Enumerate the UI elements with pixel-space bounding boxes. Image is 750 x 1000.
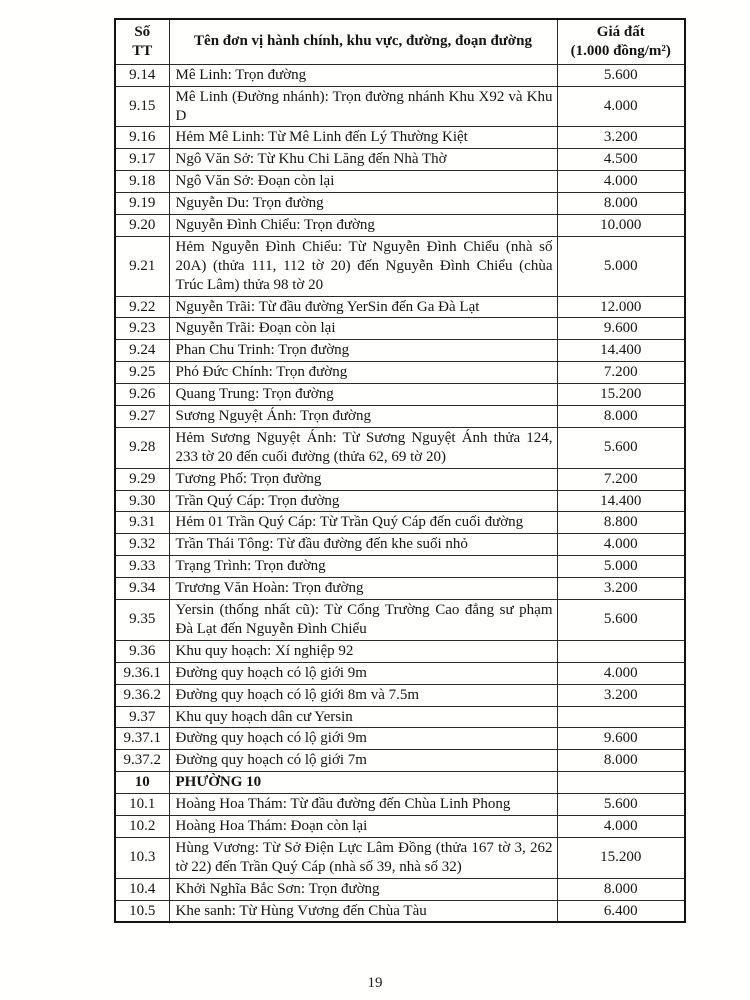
row-name-cell: Sương Nguyệt Ánh: Trọn đường bbox=[169, 406, 557, 428]
row-price-cell: 8.000 bbox=[557, 750, 685, 772]
row-name-cell: Phó Đức Chính: Trọn đường bbox=[169, 362, 557, 384]
table-row bbox=[115, 878, 685, 900]
row-price-cell: 14.400 bbox=[557, 490, 685, 512]
row-price-cell bbox=[557, 706, 685, 728]
table-row bbox=[115, 318, 685, 340]
header-row bbox=[115, 19, 685, 64]
header-so-tt-line1: Số bbox=[134, 24, 151, 40]
row-id-cell: 9.24 bbox=[115, 340, 169, 362]
row-name-cell: Nguyễn Du: Trọn đường bbox=[169, 193, 557, 215]
row-id-cell: 9.20 bbox=[115, 215, 169, 237]
table-row bbox=[115, 362, 685, 384]
row-id-cell: 9.33 bbox=[115, 556, 169, 578]
row-price-cell: 8.800 bbox=[557, 512, 685, 534]
table-row bbox=[115, 384, 685, 406]
page-number: 19 bbox=[367, 975, 383, 991]
row-id-cell: 9.35 bbox=[115, 600, 169, 641]
row-name-cell: Đường quy hoạch có lộ giới 9m bbox=[169, 662, 557, 684]
row-name-cell: Đường quy hoạch có lộ giới 8m và 7.5m bbox=[169, 684, 557, 706]
row-name-cell: Trần Quý Cáp: Trọn đường bbox=[169, 490, 557, 512]
row-name-cell: Hùng Vương: Từ Sở Điện Lực Lâm Đồng (thửa 167 tờ 3, 262 tờ 22) đến Trần Quý Cáp (nhà số 39, nhà số 32) bbox=[169, 837, 557, 878]
row-price-cell: 4.000 bbox=[557, 171, 685, 193]
row-name-cell: Đường quy hoạch có lộ giới 9m bbox=[169, 728, 557, 750]
table-row bbox=[115, 468, 685, 490]
table-row bbox=[115, 900, 685, 922]
row-id-cell: 9.22 bbox=[115, 296, 169, 318]
table-row bbox=[115, 640, 685, 662]
table-row bbox=[115, 750, 685, 772]
row-name-cell: Trương Văn Hoàn: Trọn đường bbox=[169, 578, 557, 600]
row-name-cell: Yersin (thống nhất cũ): Từ Cổng Trường Cao đẳng sư phạm Đà Lạt đến Nguyễn Đình Chiểu bbox=[169, 600, 557, 641]
row-name-cell: Nguyễn Trãi: Từ đầu đường YerSin đến Ga Đà Lạt bbox=[169, 296, 557, 318]
row-id-cell: 10.2 bbox=[115, 815, 169, 837]
row-id-cell: 9.14 bbox=[115, 64, 169, 86]
table-row bbox=[115, 684, 685, 706]
row-price-cell: 15.200 bbox=[557, 384, 685, 406]
row-price-cell: 9.600 bbox=[557, 728, 685, 750]
table-row bbox=[115, 815, 685, 837]
row-price-cell: 9.600 bbox=[557, 318, 685, 340]
row-id-cell: 9.37.1 bbox=[115, 728, 169, 750]
row-price-cell: 5.600 bbox=[557, 64, 685, 86]
row-id-cell: 9.15 bbox=[115, 86, 169, 127]
row-name-cell: Khởi Nghĩa Bắc Sơn: Trọn đường bbox=[169, 878, 557, 900]
table-row bbox=[115, 490, 685, 512]
row-id-cell: 9.16 bbox=[115, 127, 169, 149]
row-price-cell: 3.200 bbox=[557, 578, 685, 600]
row-id-cell: 9.29 bbox=[115, 468, 169, 490]
row-name-cell: Ngô Văn Sở: Từ Khu Chi Lăng đến Nhà Thờ bbox=[169, 149, 557, 171]
table-row bbox=[115, 662, 685, 684]
row-name-cell: Đường quy hoạch có lộ giới 7m bbox=[169, 750, 557, 772]
row-id-cell: 9.23 bbox=[115, 318, 169, 340]
row-price-cell: 6.400 bbox=[557, 900, 685, 922]
table-row bbox=[115, 171, 685, 193]
table-row bbox=[115, 406, 685, 428]
row-name-cell: Trần Thái Tông: Từ đầu đường đến khe suối nhỏ bbox=[169, 534, 557, 556]
row-price-cell: 12.000 bbox=[557, 296, 685, 318]
table-row bbox=[115, 837, 685, 878]
row-price-cell: 3.200 bbox=[557, 127, 685, 149]
row-name-cell: Ngô Văn Sở: Đoạn còn lại bbox=[169, 171, 557, 193]
row-name-cell: Phan Chu Trinh: Trọn đường bbox=[169, 340, 557, 362]
table-row bbox=[115, 706, 685, 728]
row-name-cell: PHƯỜNG 10 bbox=[169, 772, 557, 794]
header-so-tt bbox=[115, 19, 169, 64]
table-row bbox=[115, 556, 685, 578]
header-ten-don-vi: Tên đơn vị hành chính, khu vực, đường, đoạn đường bbox=[169, 19, 557, 64]
row-price-cell: 10.000 bbox=[557, 215, 685, 237]
table-row bbox=[115, 149, 685, 171]
row-name-cell: Nguyễn Trãi: Đoạn còn lại bbox=[169, 318, 557, 340]
row-price-cell bbox=[557, 772, 685, 794]
row-id-cell: 9.27 bbox=[115, 406, 169, 428]
row-name-cell: Hẻm Nguyễn Đình Chiểu: Từ Nguyễn Đình Chiểu (nhà số 20A) (thửa 111, 112 tờ 20) đến Nguyễn Đình Chiểu (chùa Trúc Lâm) thửa 98 tờ 20 bbox=[169, 236, 557, 296]
row-name-cell: Hẻm Sương Nguyệt Ánh: Từ Sương Nguyệt Ánh thửa 124, 233 tờ 20 đến cuối đường (thửa 62, 69 tờ 20) bbox=[169, 427, 557, 468]
row-id-cell: 10.5 bbox=[115, 900, 169, 922]
row-price-cell bbox=[557, 640, 685, 662]
row-price-cell: 8.000 bbox=[557, 193, 685, 215]
land-price-table bbox=[114, 18, 686, 923]
row-price-cell: 4.000 bbox=[557, 86, 685, 127]
row-price-cell: 14.400 bbox=[557, 340, 685, 362]
row-id-cell: 9.21 bbox=[115, 236, 169, 296]
header-gia-dat-line2: (1.000 đồng/m²) bbox=[570, 42, 671, 59]
table-row bbox=[115, 236, 685, 296]
row-id-cell: 9.18 bbox=[115, 171, 169, 193]
row-name-cell: Hẻm Mê Linh: Từ Mê Linh đến Lý Thường Kiệt bbox=[169, 127, 557, 149]
table-row bbox=[115, 534, 685, 556]
header-gia-dat-line1: Giá đất bbox=[596, 24, 645, 40]
row-id-cell: 9.28 bbox=[115, 427, 169, 468]
table-row bbox=[115, 794, 685, 816]
row-price-cell: 5.600 bbox=[557, 600, 685, 641]
row-id-cell: 9.36.2 bbox=[115, 684, 169, 706]
table-row bbox=[115, 340, 685, 362]
row-name-cell: Hoàng Hoa Thám: Đoạn còn lại bbox=[169, 815, 557, 837]
row-id-cell: 9.34 bbox=[115, 578, 169, 600]
row-price-cell: 8.000 bbox=[557, 406, 685, 428]
row-id-cell: 9.19 bbox=[115, 193, 169, 215]
row-price-cell: 4.000 bbox=[557, 815, 685, 837]
row-name-cell: Trạng Trình: Trọn đường bbox=[169, 556, 557, 578]
table-row bbox=[115, 193, 685, 215]
table-row bbox=[115, 728, 685, 750]
row-id-cell: 9.36 bbox=[115, 640, 169, 662]
row-price-cell: 15.200 bbox=[557, 837, 685, 878]
row-price-cell: 7.200 bbox=[557, 362, 685, 384]
row-price-cell: 5.600 bbox=[557, 794, 685, 816]
table-row bbox=[115, 512, 685, 534]
row-name-cell: Hoàng Hoa Thám: Từ đầu đường đến Chùa Linh Phong bbox=[169, 794, 557, 816]
row-id-cell: 10.4 bbox=[115, 878, 169, 900]
row-name-cell: Mê Linh (Đường nhánh): Trọn đường nhánh Khu X92 và Khu D bbox=[169, 86, 557, 127]
row-price-cell: 8.000 bbox=[557, 878, 685, 900]
table-row bbox=[115, 215, 685, 237]
row-id-cell: 10 bbox=[115, 772, 169, 794]
table-row bbox=[115, 578, 685, 600]
row-id-cell: 9.26 bbox=[115, 384, 169, 406]
header-so-tt-line2: TT bbox=[132, 42, 153, 59]
row-id-cell: 10.1 bbox=[115, 794, 169, 816]
row-name-cell: Tương Phố: Trọn đường bbox=[169, 468, 557, 490]
row-name-cell: Mê Linh: Trọn đường bbox=[169, 64, 557, 86]
row-price-cell: 4.500 bbox=[557, 149, 685, 171]
row-name-cell: Khe sanh: Từ Hùng Vương đến Chùa Tàu bbox=[169, 900, 557, 922]
row-price-cell: 7.200 bbox=[557, 468, 685, 490]
table-row bbox=[115, 296, 685, 318]
row-name-cell: Nguyễn Đình Chiểu: Trọn đường bbox=[169, 215, 557, 237]
row-id-cell: 9.37 bbox=[115, 706, 169, 728]
row-id-cell: 9.31 bbox=[115, 512, 169, 534]
row-price-cell: 3.200 bbox=[557, 684, 685, 706]
table-header bbox=[115, 19, 685, 64]
row-id-cell: 9.36.1 bbox=[115, 662, 169, 684]
table-row bbox=[115, 427, 685, 468]
row-id-cell: 10.3 bbox=[115, 837, 169, 878]
row-name-cell: Hẻm 01 Trần Quý Cáp: Từ Trần Quý Cáp đến cuối đường bbox=[169, 512, 557, 534]
row-id-cell: 9.32 bbox=[115, 534, 169, 556]
row-id-cell: 9.25 bbox=[115, 362, 169, 384]
row-name-cell: Khu quy hoạch: Xí nghiệp 92 bbox=[169, 640, 557, 662]
row-price-cell: 4.000 bbox=[557, 534, 685, 556]
row-id-cell: 9.17 bbox=[115, 149, 169, 171]
row-price-cell: 4.000 bbox=[557, 662, 685, 684]
table-row bbox=[115, 772, 685, 794]
table-body bbox=[115, 64, 685, 922]
row-price-cell: 5.600 bbox=[557, 427, 685, 468]
row-name-cell: Quang Trung: Trọn đường bbox=[169, 384, 557, 406]
table-row bbox=[115, 64, 685, 86]
row-price-cell: 5.000 bbox=[557, 556, 685, 578]
table-row bbox=[115, 127, 685, 149]
header-gia-dat bbox=[557, 19, 685, 64]
table-row bbox=[115, 86, 685, 127]
table-row bbox=[115, 600, 685, 641]
row-name-cell: Khu quy hoạch dân cư Yersin bbox=[169, 706, 557, 728]
row-price-cell: 5.000 bbox=[557, 236, 685, 296]
row-id-cell: 9.37.2 bbox=[115, 750, 169, 772]
row-id-cell: 9.30 bbox=[115, 490, 169, 512]
